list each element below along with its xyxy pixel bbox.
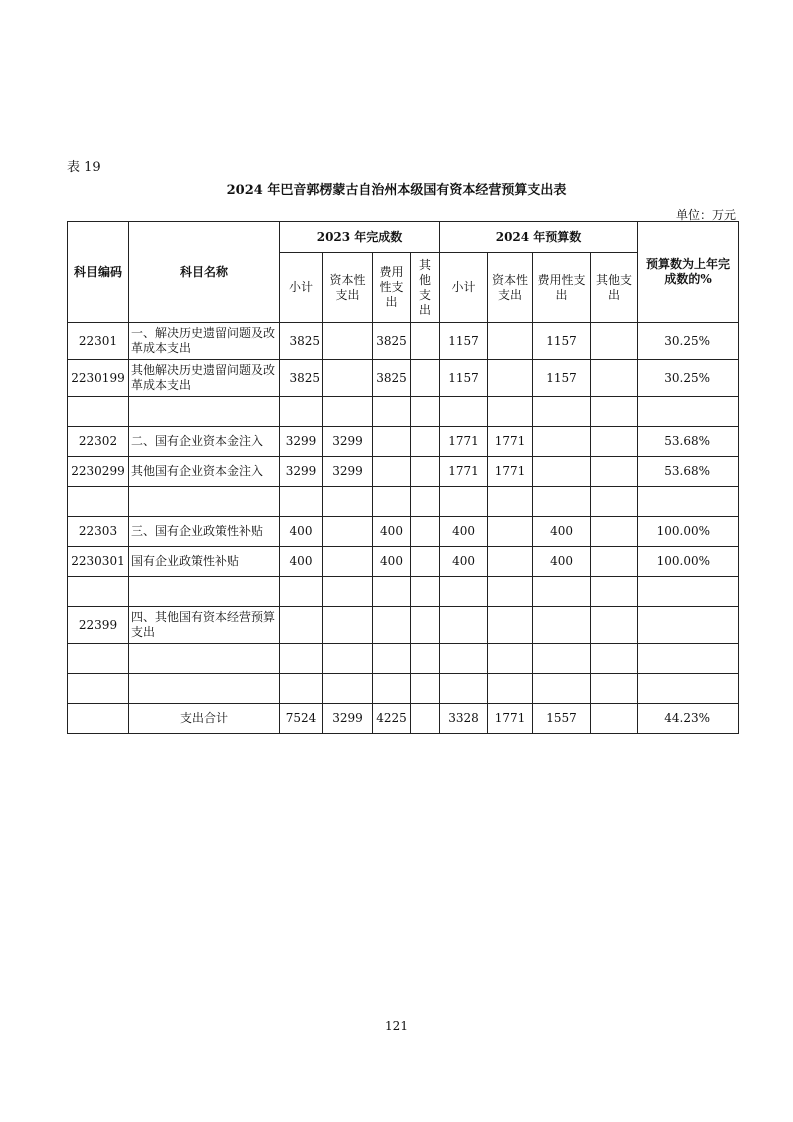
- header-ratio: 预算数为上年完成数的%: [638, 222, 739, 323]
- row-2024-capital: [488, 577, 533, 607]
- row-code: [68, 397, 129, 427]
- row-2023-other: [411, 457, 440, 487]
- row-ratio: 100.00%: [638, 517, 739, 547]
- table-row: [68, 487, 739, 517]
- header-2023-expense: 费用性支出: [373, 253, 411, 323]
- row-code: 22302: [68, 427, 129, 457]
- row-2024-expense: [533, 607, 591, 644]
- row-ratio: 53.68%: [638, 457, 739, 487]
- row-2023-capital: [323, 577, 373, 607]
- row-2023-capital: [323, 323, 373, 360]
- row-2023-other: [411, 397, 440, 427]
- row-2024-expense: [533, 397, 591, 427]
- row-2024-subtotal: [440, 674, 488, 704]
- row-2024-subtotal: 1157: [440, 323, 488, 360]
- row-2024-other: [591, 547, 638, 577]
- row-name: [129, 674, 280, 704]
- row-2024-capital: [488, 397, 533, 427]
- row-ratio: 30.25%: [638, 323, 739, 360]
- row-2023-expense: [373, 607, 411, 644]
- header-name: 科目名称: [129, 222, 280, 323]
- row-2023-subtotal: 3825: [280, 360, 323, 397]
- row-name: 四、其他国有资本经营预算支出: [129, 607, 280, 644]
- row-2023-capital: [323, 547, 373, 577]
- row-name: [129, 644, 280, 674]
- row-2024-expense: 400: [533, 547, 591, 577]
- row-2023-expense: 3825: [373, 360, 411, 397]
- header-2023-subtotal: 小计: [280, 253, 323, 323]
- table-row: [68, 577, 739, 607]
- row-2024-subtotal: 1157: [440, 360, 488, 397]
- row-2024-capital: [488, 607, 533, 644]
- row-ratio: [638, 487, 739, 517]
- row-2024-expense: [533, 644, 591, 674]
- table-row: [68, 607, 739, 644]
- unit-label: 单位：万元: [675, 208, 736, 222]
- table-row: [68, 517, 739, 547]
- header-2023-other: 其他支出: [411, 253, 440, 323]
- row-2023-capital: [323, 607, 373, 644]
- row-2023-capital: 3299: [323, 427, 373, 457]
- row-2023-expense: [373, 457, 411, 487]
- row-2024-expense: 1157: [533, 323, 591, 360]
- table-row: [68, 323, 739, 360]
- row-2024-subtotal: [440, 397, 488, 427]
- row-2024-other: [591, 644, 638, 674]
- row-code: 2230299: [68, 457, 129, 487]
- row-2024-capital: [488, 517, 533, 547]
- row-name: [129, 577, 280, 607]
- row-2023-other: [411, 427, 440, 457]
- row-2024-other: [591, 323, 638, 360]
- row-2024-other: [591, 577, 638, 607]
- row-2023-expense: 3825: [373, 323, 411, 360]
- row-2023-subtotal: [280, 397, 323, 427]
- row-2023-other: [411, 487, 440, 517]
- row-2024-expense: 1157: [533, 360, 591, 397]
- row-2023-subtotal: 3299: [280, 457, 323, 487]
- row-2024-expense: [533, 427, 591, 457]
- row-code: 22303: [68, 517, 129, 547]
- row-2024-capital: [488, 360, 533, 397]
- row-code: 22301: [68, 323, 129, 360]
- row-2023-subtotal: 400: [280, 517, 323, 547]
- row-2023-other: [411, 607, 440, 644]
- header-2024-expense: 费用性支出: [533, 253, 591, 323]
- row-2023-expense: [373, 644, 411, 674]
- row-2023-subtotal: [280, 607, 323, 644]
- header-2023-capital: 资本性支出: [323, 253, 373, 323]
- total-2024-other: [591, 704, 638, 734]
- row-2023-subtotal: 3299: [280, 427, 323, 457]
- row-ratio: [638, 397, 739, 427]
- table-row: [68, 674, 739, 704]
- header-2024-capital: 资本性支出: [488, 253, 533, 323]
- row-2023-other: [411, 517, 440, 547]
- row-name: 国有企业政策性补贴: [129, 547, 280, 577]
- row-code: 2230199: [68, 360, 129, 397]
- row-2024-other: [591, 427, 638, 457]
- row-2024-capital: [488, 323, 533, 360]
- row-name: 一、解决历史遗留问题及改革成本支出: [129, 323, 280, 360]
- row-code: 22399: [68, 607, 129, 644]
- row-code: [68, 487, 129, 517]
- row-2024-subtotal: [440, 487, 488, 517]
- row-code: [68, 577, 129, 607]
- table-label: 表 19: [67, 160, 101, 175]
- row-2023-subtotal: [280, 577, 323, 607]
- row-2023-capital: [323, 674, 373, 704]
- row-2024-expense: [533, 674, 591, 704]
- row-2023-subtotal: [280, 644, 323, 674]
- table-row: [68, 547, 739, 577]
- row-2024-capital: [488, 644, 533, 674]
- total-2024-subtotal: 3328: [440, 704, 488, 734]
- row-2023-expense: 400: [373, 517, 411, 547]
- row-2023-expense: [373, 427, 411, 457]
- row-2024-subtotal: [440, 607, 488, 644]
- row-2024-other: [591, 674, 638, 704]
- total-2023-other: [411, 704, 440, 734]
- header-group-2024: 2024 年预算数: [440, 222, 638, 253]
- row-name: 三、国有企业政策性补贴: [129, 517, 280, 547]
- row-code: [68, 644, 129, 674]
- total-2024-expense: 1557: [533, 704, 591, 734]
- row-ratio: [638, 607, 739, 644]
- row-name: 其他解决历史遗留问题及改革成本支出: [129, 360, 280, 397]
- total-row: [68, 704, 739, 734]
- total-ratio: 44.23%: [638, 704, 739, 734]
- row-2024-subtotal: 400: [440, 547, 488, 577]
- row-2023-subtotal: 400: [280, 547, 323, 577]
- table-row: [68, 457, 739, 487]
- row-2024-capital: 1771: [488, 427, 533, 457]
- row-2023-capital: [323, 360, 373, 397]
- total-2023-subtotal: 7524: [280, 704, 323, 734]
- row-2023-other: [411, 323, 440, 360]
- row-2023-subtotal: [280, 487, 323, 517]
- row-2024-other: [591, 607, 638, 644]
- page-title: 2024 年巴音郭楞蒙古自治州本级国有资本经营预算支出表: [226, 183, 567, 198]
- row-2023-capital: [323, 487, 373, 517]
- header-2024-other: 其他支出: [591, 253, 638, 323]
- row-ratio: [638, 674, 739, 704]
- row-2023-other: [411, 577, 440, 607]
- total-2023-expense: 4225: [373, 704, 411, 734]
- row-name: 其他国有企业资本金注入: [129, 457, 280, 487]
- budget-table: [67, 221, 739, 734]
- header-group-2023: 2023 年完成数: [280, 222, 440, 253]
- row-ratio: 100.00%: [638, 547, 739, 577]
- row-2024-subtotal: 1771: [440, 457, 488, 487]
- row-2023-other: [411, 644, 440, 674]
- page-number: 121: [385, 1019, 408, 1033]
- row-2024-capital: [488, 487, 533, 517]
- row-2024-expense: 400: [533, 517, 591, 547]
- row-ratio: [638, 577, 739, 607]
- row-2023-other: [411, 360, 440, 397]
- row-code: [68, 674, 129, 704]
- total-label: 支出合计: [129, 704, 280, 734]
- row-2023-expense: 400: [373, 547, 411, 577]
- row-2024-capital: [488, 674, 533, 704]
- row-2024-other: [591, 487, 638, 517]
- row-2023-capital: 3299: [323, 457, 373, 487]
- row-2023-expense: [373, 674, 411, 704]
- row-2023-capital: [323, 644, 373, 674]
- table-row: [68, 397, 739, 427]
- row-2024-other: [591, 397, 638, 427]
- row-name: 二、国有企业资本金注入: [129, 427, 280, 457]
- row-ratio: 30.25%: [638, 360, 739, 397]
- row-2023-expense: [373, 397, 411, 427]
- total-2024-capital: 1771: [488, 704, 533, 734]
- row-2024-other: [591, 457, 638, 487]
- row-2024-expense: [533, 577, 591, 607]
- header-code: 科目编码: [68, 222, 129, 323]
- total-2023-capital: 3299: [323, 704, 373, 734]
- row-code: 2230301: [68, 547, 129, 577]
- total-code: [68, 704, 129, 734]
- table-row: [68, 360, 739, 397]
- row-2023-capital: [323, 517, 373, 547]
- row-2024-expense: [533, 487, 591, 517]
- row-ratio: 53.68%: [638, 427, 739, 457]
- row-2023-other: [411, 674, 440, 704]
- row-name: [129, 397, 280, 427]
- row-2024-other: [591, 360, 638, 397]
- row-2023-subtotal: [280, 674, 323, 704]
- row-2024-subtotal: [440, 577, 488, 607]
- table-row: [68, 644, 739, 674]
- row-2023-expense: [373, 487, 411, 517]
- row-2024-other: [591, 517, 638, 547]
- row-2023-expense: [373, 577, 411, 607]
- row-ratio: [638, 644, 739, 674]
- row-2023-other: [411, 547, 440, 577]
- row-2024-expense: [533, 457, 591, 487]
- row-2024-capital: 1771: [488, 457, 533, 487]
- row-2023-capital: [323, 397, 373, 427]
- row-2023-subtotal: 3825: [280, 323, 323, 360]
- row-2024-capital: [488, 547, 533, 577]
- header-2024-subtotal: 小计: [440, 253, 488, 323]
- row-2024-subtotal: [440, 644, 488, 674]
- row-2024-subtotal: 400: [440, 517, 488, 547]
- row-2024-subtotal: 1771: [440, 427, 488, 457]
- table-row: [68, 427, 739, 457]
- row-name: [129, 487, 280, 517]
